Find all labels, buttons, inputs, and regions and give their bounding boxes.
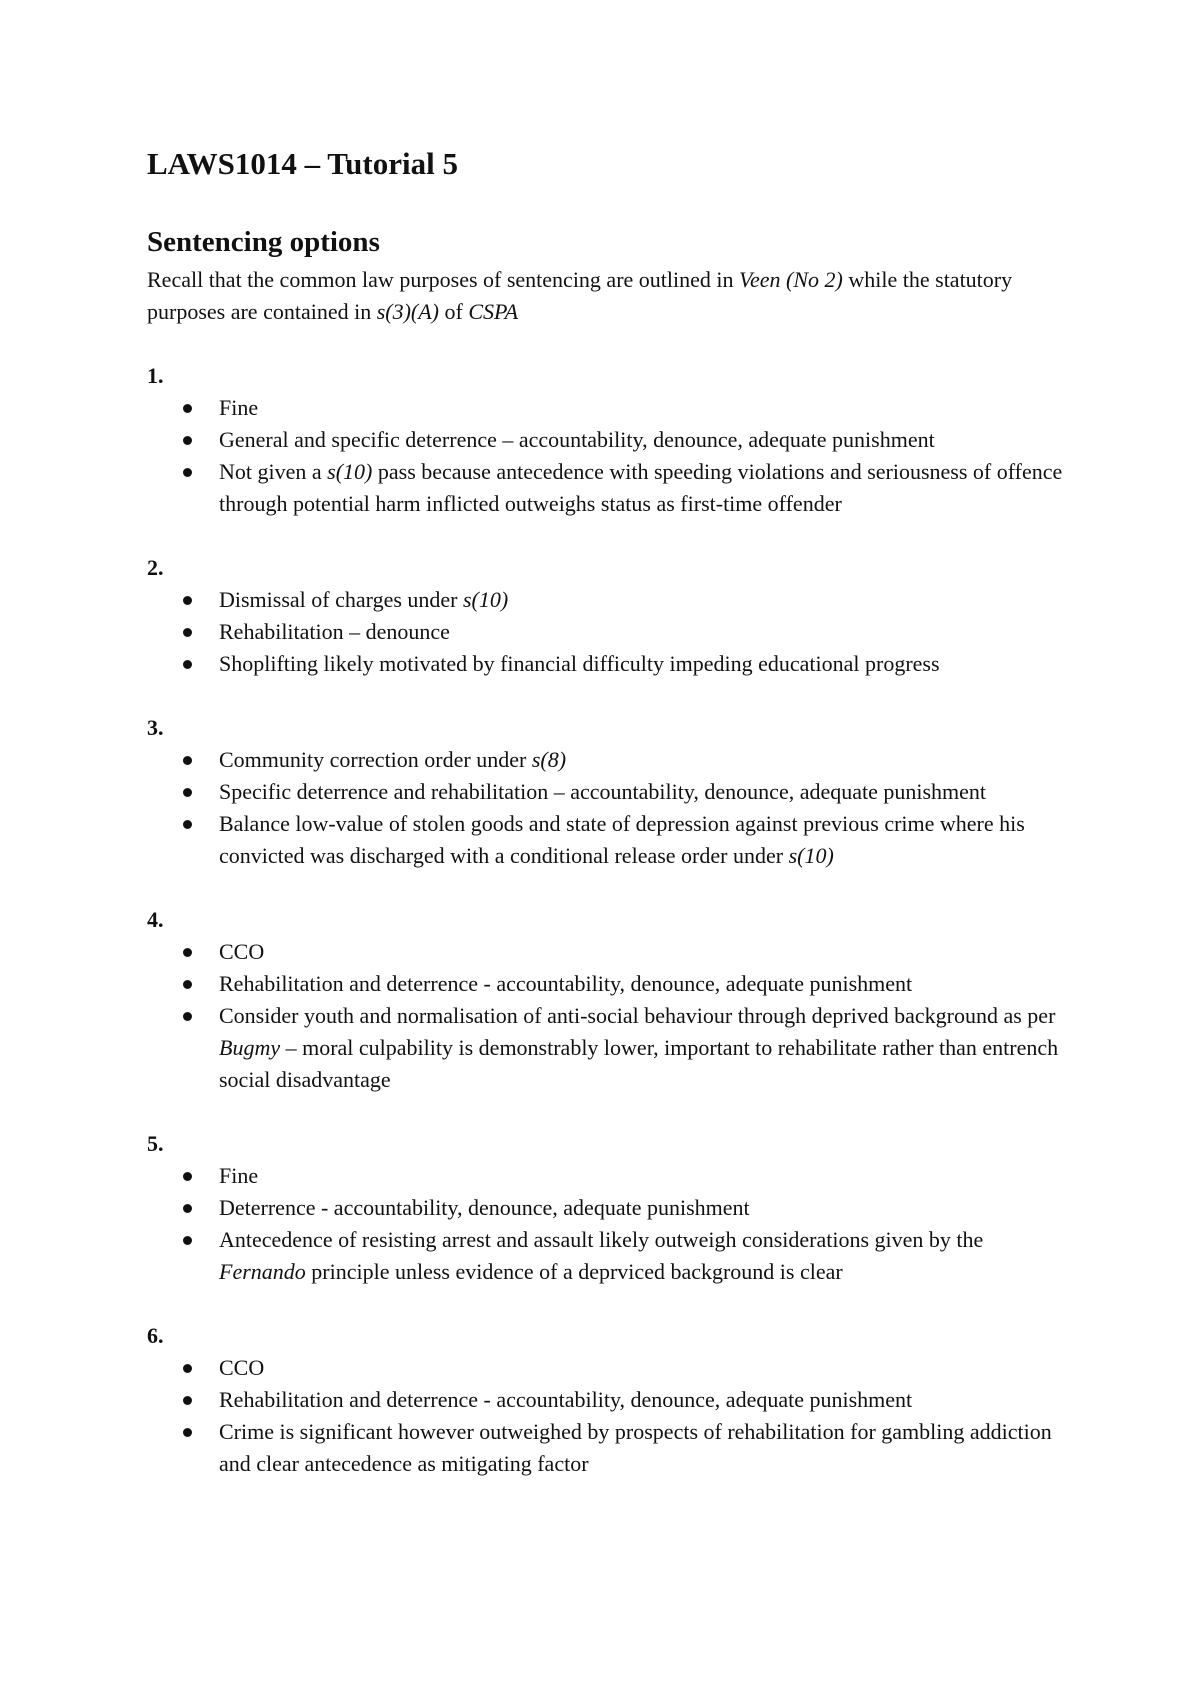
item-number: 2. bbox=[147, 555, 164, 580]
section-heading: Sentencing options bbox=[147, 226, 380, 258]
bullet-dot-icon bbox=[183, 820, 192, 829]
bullet-dot-icon bbox=[183, 628, 192, 637]
bullet-list bbox=[147, 744, 1067, 872]
bullet-dot-icon bbox=[183, 1012, 192, 1021]
bullet-text: Fine bbox=[219, 395, 259, 420]
item-number: 4. bbox=[147, 907, 164, 932]
bullet-item bbox=[147, 808, 1067, 872]
bullet-item bbox=[147, 648, 1067, 680]
bullet-dot-icon bbox=[183, 756, 192, 765]
answer-item-3 bbox=[147, 712, 1067, 872]
bullet-text: Fine bbox=[219, 1163, 259, 1188]
bullet-text: Consider youth and normalisation of anti-social behaviour through deprived background as per bbox=[219, 1003, 1056, 1028]
bullet-dot-icon bbox=[183, 596, 192, 605]
bullet-item bbox=[147, 392, 1067, 424]
bullet-dot-icon bbox=[183, 404, 192, 413]
bullet-text: pass because antecedence with speeding violations and seriousness of offence through potential harm inflicted outweighs status as first-time offender bbox=[219, 459, 1063, 516]
bullet-text: CCO bbox=[219, 939, 265, 964]
bullet-italic-ref: s(10) bbox=[463, 587, 509, 612]
bullet-dot-icon bbox=[183, 468, 192, 477]
bullet-item bbox=[147, 776, 1067, 808]
bullet-italic-ref: Bugmy bbox=[219, 1035, 281, 1060]
item-number: 1. bbox=[147, 363, 164, 388]
bullet-italic-ref: s(10) bbox=[327, 459, 373, 484]
bullet-text: General and specific deterrence – accountability, denounce, adequate punishment bbox=[219, 427, 935, 452]
bullet-text: principle unless evidence of a deprviced background is clear bbox=[305, 1259, 843, 1284]
bullet-item bbox=[147, 424, 1067, 456]
bullet-text: Not given a bbox=[219, 459, 328, 484]
bullet-item bbox=[147, 744, 1067, 776]
bullet-text: Deterrence - accountability, denounce, adequate punishment bbox=[219, 1195, 750, 1220]
answer-item-6 bbox=[147, 1320, 1067, 1480]
bullet-dot-icon bbox=[183, 436, 192, 445]
intro-text-2: while the statutory purposes are contained in bbox=[147, 267, 1013, 324]
document-page bbox=[147, 140, 1067, 1480]
intro-text-1: Recall that the common law purposes of sentencing are outlined in bbox=[147, 267, 740, 292]
item-number: 6. bbox=[147, 1323, 164, 1348]
intro-section-ref: s(3)(A) bbox=[376, 299, 440, 324]
bullet-text: CCO bbox=[219, 1355, 265, 1380]
bullet-dot-icon bbox=[183, 1204, 192, 1213]
bullet-item bbox=[147, 936, 1067, 968]
bullet-text: Rehabilitation – denounce bbox=[219, 619, 450, 644]
intro-act-cspa: CSPA bbox=[468, 299, 519, 324]
intro-paragraph bbox=[147, 264, 1067, 328]
bullet-dot-icon bbox=[183, 948, 192, 957]
bullet-dot-icon bbox=[183, 980, 192, 989]
bullet-dot-icon bbox=[183, 1172, 192, 1181]
item-number: 5. bbox=[147, 1131, 164, 1156]
bullet-dot-icon bbox=[183, 660, 192, 669]
bullet-item bbox=[147, 968, 1067, 1000]
bullet-item bbox=[147, 456, 1067, 520]
bullet-item bbox=[147, 616, 1067, 648]
bullet-text: Balance low-value of stolen goods and state of depression against previous crime where his convicted was discharged with a conditional release order under bbox=[219, 811, 1025, 868]
bullet-list bbox=[147, 584, 1067, 680]
answer-item-4 bbox=[147, 904, 1067, 1096]
bullet-dot-icon bbox=[183, 788, 192, 797]
bullet-item bbox=[147, 1416, 1067, 1480]
bullet-text: Shoplifting likely motivated by financial difficulty impeding educational progress bbox=[219, 651, 940, 676]
bullet-item bbox=[147, 1352, 1067, 1384]
bullet-list bbox=[147, 392, 1067, 520]
bullet-text: Community correction order under bbox=[219, 747, 532, 772]
bullet-italic-ref: s(8) bbox=[531, 747, 567, 772]
bullet-italic-ref: s(10) bbox=[788, 843, 834, 868]
bullet-list bbox=[147, 936, 1067, 1096]
intro-text-3: of bbox=[439, 299, 469, 324]
bullet-text: Antecedence of resisting arrest and assault likely outweigh considerations given by the bbox=[219, 1227, 984, 1252]
bullet-item bbox=[147, 1384, 1067, 1416]
bullet-text: Rehabilitation and deterrence - accountability, denounce, adequate punishment bbox=[219, 971, 913, 996]
bullet-text: – moral culpability is demonstrably lower, important to rehabilitate rather than entrench social disadvantage bbox=[219, 1035, 1059, 1092]
bullet-dot-icon bbox=[183, 1428, 192, 1437]
bullet-list bbox=[147, 1352, 1067, 1480]
bullet-item bbox=[147, 1192, 1067, 1224]
bullet-dot-icon bbox=[183, 1236, 192, 1245]
bullet-item bbox=[147, 1160, 1067, 1192]
item-number: 3. bbox=[147, 715, 164, 740]
bullet-list bbox=[147, 1160, 1067, 1288]
bullet-text: Dismissal of charges under bbox=[219, 587, 463, 612]
answer-item-2 bbox=[147, 552, 1067, 680]
bullet-text: Crime is significant however outweighed by prospects of rehabilitation for gambling addiction and clear antecedence as mitigating factor bbox=[219, 1419, 1052, 1476]
bullet-dot-icon bbox=[183, 1396, 192, 1405]
answer-item-5 bbox=[147, 1128, 1067, 1288]
document-title: LAWS1014 – Tutorial 5 bbox=[147, 146, 458, 181]
bullet-item bbox=[147, 1000, 1067, 1096]
bullet-text: Specific deterrence and rehabilitation – accountability, denounce, adequate punishment bbox=[219, 779, 987, 804]
bullet-italic-ref: Fernando bbox=[219, 1259, 306, 1284]
bullet-dot-icon bbox=[183, 1364, 192, 1373]
bullet-text: Rehabilitation and deterrence - accountability, denounce, adequate punishment bbox=[219, 1387, 913, 1412]
bullet-item bbox=[147, 584, 1067, 616]
intro-case-veen: Veen (No 2) bbox=[739, 267, 843, 292]
bullet-item bbox=[147, 1224, 1067, 1288]
answer-item-1 bbox=[147, 360, 1067, 520]
